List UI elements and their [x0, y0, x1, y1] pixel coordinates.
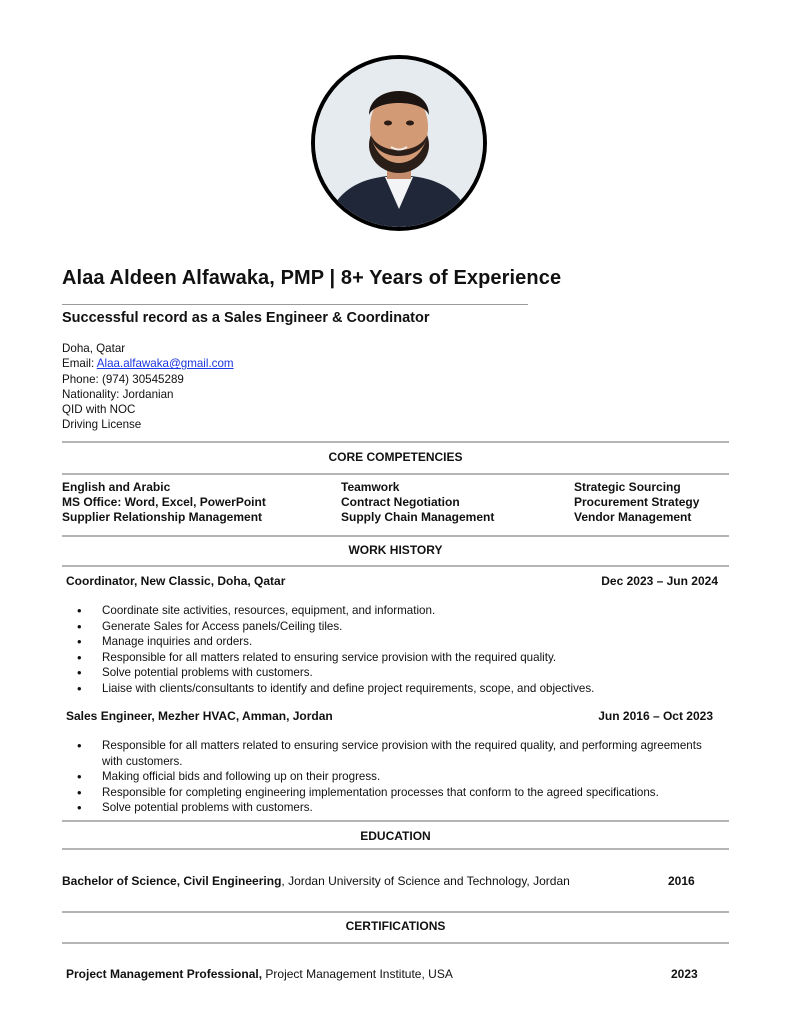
job-title: Sales Engineer, Mezher HVAC, Amman, Jordan: [66, 709, 333, 723]
competency-item: Vendor Management: [574, 510, 692, 524]
section-divider: [62, 848, 729, 850]
certification-issuer: Project Management Institute, USA: [262, 967, 453, 981]
job-title: Coordinator, New Classic, Doha, Qatar: [66, 574, 286, 588]
contact-email-line: [62, 356, 234, 371]
email-label: Email:: [62, 357, 97, 371]
list-item: • Generate Sales for Access panels/Ceiling tiles.: [62, 619, 732, 635]
competency-item: Procurement Strategy: [574, 495, 700, 509]
work-history-heading: WORK HISTORY: [348, 543, 443, 557]
contact-license: Driving License: [62, 418, 142, 432]
competency-item: Teamwork: [341, 480, 400, 494]
list-item: • Responsible for all matters related to ensuring service provision with the required quality.: [62, 650, 732, 666]
competency-item: Supply Chain Management: [341, 510, 495, 524]
certifications-heading: CERTIFICATIONS: [345, 919, 446, 933]
list-item: • Making official bids and following up on their progress.: [62, 769, 722, 785]
section-divider: [62, 942, 729, 944]
list-item: • Responsible for all matters related to ensuring service provision with the required quality, and performing agreements with customers.: [62, 738, 722, 769]
education-year: 2016: [668, 874, 695, 888]
section-divider: [62, 535, 729, 537]
profile-photo: [315, 59, 483, 227]
contact-block: [62, 341, 234, 433]
list-item: • Solve potential problems with customers.: [62, 800, 722, 816]
section-divider: [62, 820, 729, 822]
contact-location: Doha, Qatar: [62, 342, 126, 355]
section-divider: [62, 565, 729, 567]
list-item: • Solve potential problems with customers.: [62, 665, 732, 681]
contact-phone: Phone: (974) 30545289: [62, 372, 184, 386]
competency-item: English and Arabic: [62, 480, 171, 494]
certification-year: 2023: [671, 967, 698, 981]
institution: , Jordan University of Science and Technology, Jordan: [281, 874, 570, 888]
list-item: • Liaise with clients/consultants to identify and define project requirements, scope, and objectives.: [62, 681, 732, 697]
competency-item: Strategic Sourcing: [574, 480, 681, 494]
competency-item: Contract Negotiation: [341, 495, 460, 509]
email-link[interactable]: Alaa.alfawaka@gmail.com: [96, 357, 234, 371]
contact-nationality: Nationality: Jordanian: [62, 387, 174, 401]
section-divider: [62, 911, 729, 913]
section-divider: [62, 473, 729, 475]
resume-tagline: Successful record as a Sales Engineer & Coordinator: [62, 310, 430, 326]
list-item: • Coordinate site activities, resources, equipment, and information.: [62, 603, 732, 619]
job-duties-list: [62, 603, 732, 696]
job-dates: Dec 2023 – Jun 2024: [601, 574, 718, 588]
education-entry: [62, 874, 570, 888]
name-divider: [62, 304, 528, 305]
job-dates: Jun 2016 – Oct 2023: [598, 709, 713, 723]
competency-item: Supplier Relationship Management: [62, 510, 263, 524]
certification-entry: [66, 967, 453, 981]
list-item: • Responsible for completing engineering implementation processes that conform to the agreed specifications.: [62, 785, 722, 801]
certification-name: Project Management Professional,: [66, 967, 263, 981]
contact-qid: QID with NOC: [62, 403, 136, 417]
resume-name-heading: Alaa Aldeen Alfawaka, PMP | 8+ Years of Experience: [62, 267, 562, 289]
competencies-column-3: [574, 480, 699, 525]
section-divider: [62, 441, 729, 443]
core-competencies-heading: CORE COMPETENCIES: [328, 450, 463, 464]
education-heading: EDUCATION: [360, 829, 431, 843]
list-item: • Manage inquiries and orders.: [62, 634, 732, 650]
competencies-column-1: [62, 480, 266, 525]
job-duties-list: [62, 738, 722, 816]
competencies-column-2: [341, 480, 494, 525]
competency-item: MS Office: Word, Excel, PowerPoint: [62, 495, 266, 509]
degree: Bachelor of Science, Civil Engineering: [62, 874, 282, 888]
